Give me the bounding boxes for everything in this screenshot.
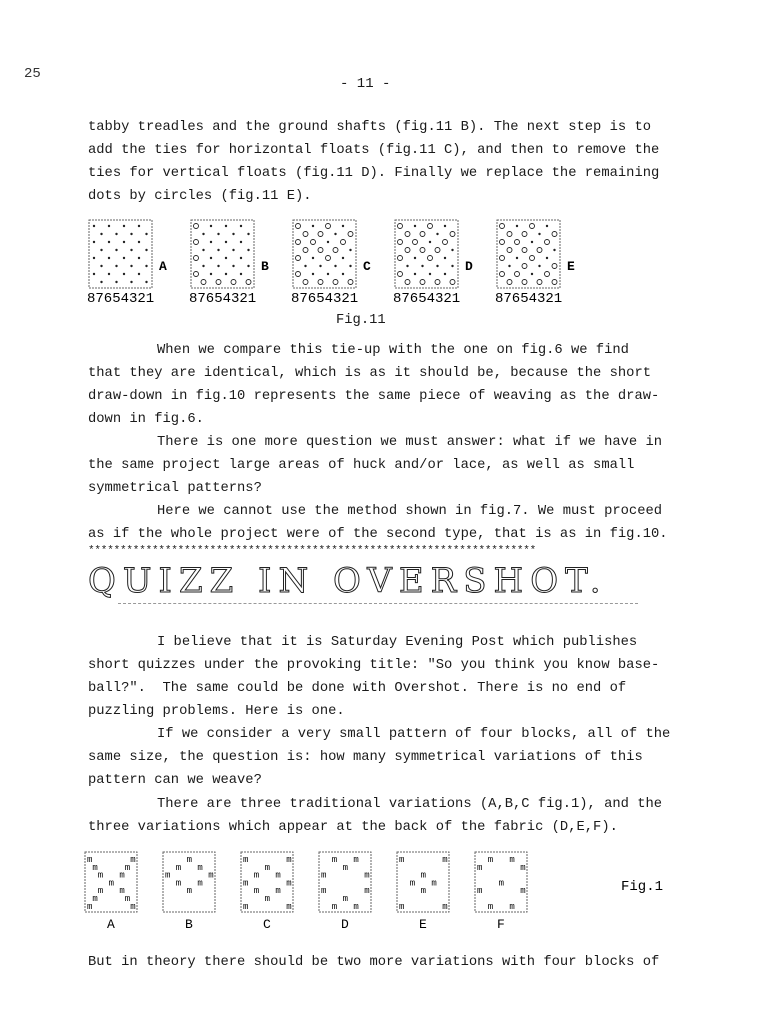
circle-mark bbox=[326, 256, 331, 261]
dot-mark bbox=[421, 265, 423, 267]
circle-mark bbox=[303, 232, 308, 237]
block-mark: m bbox=[420, 870, 427, 881]
block-mark: m bbox=[87, 855, 93, 865]
circle-mark bbox=[420, 248, 425, 253]
dot-mark bbox=[436, 233, 438, 235]
block-mark: m bbox=[364, 886, 370, 897]
dot-mark bbox=[240, 273, 242, 275]
circle-mark bbox=[515, 272, 520, 277]
dot-mark bbox=[429, 241, 431, 243]
panel-label: C bbox=[263, 917, 271, 932]
dot-mark bbox=[130, 281, 132, 283]
text-line: There is one more question we must answer: what if we have in bbox=[157, 435, 663, 450]
dot-mark bbox=[232, 233, 234, 235]
text-line: When we compare this tie-up with the one on fig.6 we find bbox=[157, 343, 629, 358]
circle-mark bbox=[296, 240, 301, 245]
text-line: But in theory there should be two more variations with four blocks of bbox=[88, 955, 660, 970]
circle-mark bbox=[326, 224, 331, 229]
block-mark: m bbox=[275, 870, 281, 881]
block-mark: m bbox=[331, 901, 338, 912]
block-mark: m bbox=[409, 878, 416, 889]
dot-mark bbox=[304, 265, 306, 267]
dot-mark bbox=[546, 225, 548, 227]
figure-caption: Fig.1 bbox=[621, 879, 664, 895]
block-mark: m bbox=[420, 886, 427, 897]
circle-mark bbox=[522, 248, 527, 253]
block-mark: m bbox=[399, 855, 405, 865]
dot-mark bbox=[202, 265, 204, 267]
circle-mark bbox=[398, 272, 403, 277]
circle-mark bbox=[530, 224, 535, 229]
text-line: symmetrical patterns? bbox=[88, 481, 262, 496]
title-underline bbox=[118, 603, 638, 604]
dot-mark bbox=[138, 273, 140, 275]
circle-mark bbox=[216, 280, 221, 285]
dot-mark bbox=[130, 265, 132, 267]
dot-mark bbox=[93, 273, 95, 275]
block-mark: m bbox=[208, 870, 214, 881]
circle-mark bbox=[420, 232, 425, 237]
block-mark: m bbox=[92, 894, 98, 904]
block-mark: m bbox=[243, 878, 249, 889]
dot-mark bbox=[217, 265, 219, 267]
circle-mark bbox=[333, 280, 338, 285]
block-mark: m bbox=[97, 870, 104, 881]
text-line: down in fig.6. bbox=[88, 412, 204, 427]
circle-mark bbox=[552, 280, 557, 285]
panel-label: C bbox=[363, 259, 371, 274]
dot-mark bbox=[531, 241, 533, 243]
circle-mark bbox=[545, 240, 550, 245]
text-line: short quizzes under the provoking title: "So you think you know base- bbox=[88, 658, 660, 673]
block-mark: m bbox=[175, 862, 182, 873]
dot-mark bbox=[247, 233, 249, 235]
block-mark: m bbox=[243, 901, 249, 912]
circle-mark bbox=[398, 224, 403, 229]
block-mark: m bbox=[520, 886, 526, 897]
threading-numbers: 87654321 bbox=[291, 291, 359, 307]
block-mark: m bbox=[197, 862, 203, 873]
dot-mark bbox=[93, 225, 95, 227]
text-line: as if the whole project were of the second type, that is as in fig.10. bbox=[88, 527, 668, 542]
panel-label: E bbox=[567, 259, 575, 274]
dot-mark bbox=[240, 257, 242, 259]
block-mark: m bbox=[286, 878, 292, 889]
dot-mark bbox=[100, 265, 102, 267]
circle-mark bbox=[537, 280, 542, 285]
dot-mark bbox=[516, 225, 518, 227]
block-mark: m bbox=[487, 901, 494, 912]
panel-label: B bbox=[261, 259, 269, 274]
circle-mark bbox=[500, 272, 505, 277]
circle-mark bbox=[522, 232, 527, 237]
circle-mark bbox=[318, 280, 323, 285]
dot-mark bbox=[115, 249, 117, 251]
dot-mark bbox=[202, 249, 204, 251]
panel-label: D bbox=[465, 259, 473, 274]
panel-label: D bbox=[341, 917, 349, 932]
panel-label: A bbox=[107, 917, 115, 932]
dot-mark bbox=[130, 249, 132, 251]
block-mark: m bbox=[243, 855, 249, 865]
dot-mark bbox=[349, 249, 351, 251]
circle-mark bbox=[194, 240, 199, 245]
dot-mark bbox=[100, 249, 102, 251]
circle-mark bbox=[507, 248, 512, 253]
dot-mark bbox=[123, 273, 125, 275]
circle-mark bbox=[450, 232, 455, 237]
dot-mark bbox=[414, 273, 416, 275]
dot-mark bbox=[319, 265, 321, 267]
circle-mark bbox=[435, 280, 440, 285]
text-line: three variations which appear at the back of the fabric (D,E,F). bbox=[88, 820, 618, 835]
circle-mark bbox=[398, 240, 403, 245]
dot-mark bbox=[93, 257, 95, 259]
circle-mark bbox=[303, 280, 308, 285]
circle-mark bbox=[413, 240, 418, 245]
block-mark: m bbox=[477, 862, 483, 873]
circle-mark bbox=[420, 280, 425, 285]
circle-mark bbox=[405, 248, 410, 253]
dot-mark bbox=[225, 241, 227, 243]
dot-mark bbox=[553, 249, 555, 251]
circle-mark bbox=[428, 256, 433, 261]
block-mark: m bbox=[97, 886, 104, 897]
block-mark: m bbox=[399, 901, 405, 912]
circle-mark bbox=[522, 264, 527, 269]
figure-panel-frame bbox=[191, 220, 254, 288]
dot-mark bbox=[138, 257, 140, 259]
circle-mark bbox=[405, 280, 410, 285]
dot-mark bbox=[342, 257, 344, 259]
dot-mark bbox=[406, 265, 408, 267]
block-mark: m bbox=[364, 870, 370, 881]
block-mark: m bbox=[124, 862, 131, 873]
block-mark: m bbox=[92, 862, 98, 873]
circle-mark bbox=[507, 280, 512, 285]
dot-mark bbox=[429, 273, 431, 275]
text-line: dots by circles (fig.11 E). bbox=[88, 189, 312, 204]
dot-mark bbox=[444, 257, 446, 259]
dot-mark bbox=[334, 265, 336, 267]
figure-1 bbox=[80, 840, 720, 935]
threading-numbers: 87654321 bbox=[87, 291, 155, 307]
circle-mark bbox=[552, 264, 557, 269]
text-line: There are three traditional variations (A,B,C fig.1), and the bbox=[157, 797, 663, 812]
dot-mark bbox=[108, 257, 110, 259]
text-line: draw-down in fig.10 represents the same piece of weaving as the draw- bbox=[88, 389, 660, 404]
dot-mark bbox=[312, 225, 314, 227]
dot-mark bbox=[225, 257, 227, 259]
text-line: same size, the question is: how many symmetrical variations of this bbox=[88, 750, 643, 765]
block-mark: m bbox=[197, 878, 203, 889]
dot-mark bbox=[123, 241, 125, 243]
block-mark: m bbox=[87, 901, 93, 912]
dot-mark bbox=[225, 273, 227, 275]
circle-mark bbox=[530, 256, 535, 261]
dot-mark bbox=[108, 241, 110, 243]
figure-panel-frame bbox=[395, 220, 458, 288]
circle-mark bbox=[435, 248, 440, 253]
dot-mark bbox=[210, 225, 212, 227]
text-line: If we consider a very small pattern of four blocks, all of the bbox=[157, 727, 671, 742]
block-mark: m bbox=[353, 901, 359, 912]
circle-mark bbox=[231, 280, 236, 285]
block-mark: m bbox=[477, 886, 483, 897]
dot-mark bbox=[247, 249, 249, 251]
dot-mark bbox=[312, 257, 314, 259]
block-mark: m bbox=[509, 855, 515, 865]
figure-panel-frame bbox=[497, 220, 560, 288]
dot-mark bbox=[115, 233, 117, 235]
dot-mark bbox=[123, 225, 125, 227]
block-mark: m bbox=[331, 855, 338, 865]
circle-mark bbox=[341, 240, 346, 245]
block-mark: m bbox=[119, 870, 125, 881]
text-line: I believe that it is Saturday Evening Post which publishes bbox=[157, 635, 638, 650]
dot-mark bbox=[217, 249, 219, 251]
text-line: tabby treadles and the ground shafts (fig.11 B). The next step is to bbox=[88, 120, 652, 135]
circle-mark bbox=[507, 232, 512, 237]
block-mark: m bbox=[119, 886, 125, 897]
circle-mark bbox=[318, 232, 323, 237]
dot-mark bbox=[93, 241, 95, 243]
panel-label: F bbox=[497, 917, 505, 932]
circle-mark bbox=[515, 240, 520, 245]
dot-mark bbox=[342, 273, 344, 275]
block-mark: m bbox=[487, 855, 494, 865]
dot-mark bbox=[334, 233, 336, 235]
dot-mark bbox=[538, 233, 540, 235]
panel-label: A bbox=[159, 259, 167, 274]
dot-mark bbox=[232, 265, 234, 267]
circle-mark bbox=[194, 272, 199, 277]
circle-mark bbox=[500, 240, 505, 245]
dot-mark bbox=[145, 265, 147, 267]
dot-mark bbox=[516, 257, 518, 259]
circle-mark bbox=[348, 280, 353, 285]
circle-mark bbox=[246, 280, 251, 285]
block-mark: m bbox=[342, 862, 349, 873]
dot-mark bbox=[508, 265, 510, 267]
figure-panel-frame bbox=[293, 220, 356, 288]
circle-mark bbox=[348, 232, 353, 237]
threading-numbers: 87654321 bbox=[495, 291, 563, 307]
panel-label: B bbox=[185, 917, 193, 932]
figure-11 bbox=[80, 210, 680, 310]
circle-mark bbox=[311, 240, 316, 245]
page-number: - 11 - bbox=[340, 76, 391, 92]
block-mark: m bbox=[130, 855, 136, 865]
dot-mark bbox=[342, 225, 344, 227]
text-line: add the ties for horizontal floats (fig.11 C), and then to remove the bbox=[88, 143, 660, 158]
dot-mark bbox=[538, 265, 540, 267]
dot-mark bbox=[232, 249, 234, 251]
dot-mark bbox=[138, 241, 140, 243]
block-mark: m bbox=[253, 870, 260, 881]
dot-mark bbox=[115, 281, 117, 283]
text-line: ties for vertical floats (fig.11 D). Finally we replace the remaining bbox=[88, 166, 660, 181]
dot-mark bbox=[108, 225, 110, 227]
dot-mark bbox=[531, 273, 533, 275]
block-mark: m bbox=[442, 855, 448, 865]
text-line: that they are identical, which is as it should be, because the short bbox=[88, 366, 652, 381]
dot-mark bbox=[414, 257, 416, 259]
dot-mark bbox=[145, 233, 147, 235]
block-mark: m bbox=[520, 862, 526, 873]
block-mark: m bbox=[264, 862, 271, 873]
circle-mark bbox=[500, 224, 505, 229]
circle-mark bbox=[333, 248, 338, 253]
dot-mark bbox=[225, 225, 227, 227]
circle-mark bbox=[537, 248, 542, 253]
text-line: puzzling problems. Here is one. bbox=[88, 704, 345, 719]
circle-mark bbox=[296, 256, 301, 261]
dot-mark bbox=[108, 273, 110, 275]
dot-mark bbox=[145, 249, 147, 251]
text-line: ball?". The same could be done with Overshot. There is no end of bbox=[88, 681, 627, 696]
dot-mark bbox=[202, 233, 204, 235]
dot-mark bbox=[436, 265, 438, 267]
text-line: pattern can we weave? bbox=[88, 773, 262, 788]
dot-mark bbox=[138, 225, 140, 227]
circle-mark bbox=[545, 272, 550, 277]
text-line: Here we cannot use the method shown in fig.7. We must proceed bbox=[157, 504, 663, 519]
dot-mark bbox=[217, 233, 219, 235]
circle-mark bbox=[296, 224, 301, 229]
circle-mark bbox=[318, 248, 323, 253]
dot-mark bbox=[115, 265, 117, 267]
circle-mark bbox=[552, 232, 557, 237]
circle-mark bbox=[201, 280, 206, 285]
block-mark: m bbox=[498, 878, 505, 889]
block-mark: m bbox=[186, 855, 193, 865]
block-mark: m bbox=[124, 894, 131, 904]
circle-mark bbox=[303, 248, 308, 253]
dot-mark bbox=[210, 273, 212, 275]
circle-mark bbox=[296, 272, 301, 277]
threading-numbers: 87654321 bbox=[189, 291, 257, 307]
dot-mark bbox=[327, 273, 329, 275]
circle-mark bbox=[500, 256, 505, 261]
dot-mark bbox=[444, 225, 446, 227]
dot-mark bbox=[327, 241, 329, 243]
block-mark: m bbox=[321, 886, 327, 897]
panel-label: E bbox=[419, 917, 427, 932]
block-mark: m bbox=[509, 901, 515, 912]
figure-panel-frame bbox=[89, 220, 152, 288]
threading-numbers: 87654321 bbox=[393, 291, 461, 307]
circle-mark bbox=[194, 256, 199, 261]
star-divider: ********************************************************************** bbox=[88, 545, 537, 557]
dot-mark bbox=[349, 265, 351, 267]
block-mark: m bbox=[186, 886, 193, 897]
dot-mark bbox=[145, 281, 147, 283]
block-mark: m bbox=[442, 901, 448, 912]
circle-mark bbox=[443, 240, 448, 245]
dot-mark bbox=[546, 257, 548, 259]
dot-mark bbox=[130, 233, 132, 235]
dot-mark bbox=[444, 273, 446, 275]
section-title: QUIZZ IN OVERSHOT. bbox=[88, 561, 608, 601]
dot-mark bbox=[123, 257, 125, 259]
dot-mark bbox=[414, 225, 416, 227]
block-mark: m bbox=[353, 855, 359, 865]
dot-mark bbox=[100, 281, 102, 283]
block-mark: m bbox=[431, 878, 437, 889]
block-mark: m bbox=[108, 878, 115, 889]
dot-mark bbox=[247, 265, 249, 267]
circle-mark bbox=[405, 232, 410, 237]
dot-mark bbox=[210, 257, 212, 259]
circle-mark bbox=[398, 256, 403, 261]
figure-panel-frame bbox=[397, 852, 449, 912]
circle-mark bbox=[428, 224, 433, 229]
block-mark: m bbox=[321, 870, 327, 881]
circle-mark bbox=[522, 280, 527, 285]
block-mark: m bbox=[286, 855, 292, 865]
block-mark: m bbox=[342, 894, 349, 904]
block-mark: m bbox=[264, 894, 271, 904]
circle-mark bbox=[194, 224, 199, 229]
block-mark: m bbox=[165, 870, 171, 881]
dot-mark bbox=[240, 225, 242, 227]
dot-mark bbox=[312, 273, 314, 275]
circle-mark bbox=[450, 280, 455, 285]
dot-mark bbox=[451, 249, 453, 251]
block-mark: m bbox=[286, 901, 292, 912]
block-mark: m bbox=[253, 886, 260, 897]
dot-mark bbox=[240, 241, 242, 243]
dot-mark bbox=[210, 241, 212, 243]
block-mark: m bbox=[130, 901, 136, 912]
dot-mark bbox=[100, 233, 102, 235]
figure-caption: Fig.11 bbox=[336, 313, 386, 328]
margin-mark: 25 bbox=[24, 66, 41, 82]
text-line: the same project large areas of huck and/or lace, as well as small bbox=[88, 458, 635, 473]
dot-mark bbox=[451, 265, 453, 267]
block-mark: m bbox=[175, 878, 182, 889]
block-mark: m bbox=[275, 886, 281, 897]
